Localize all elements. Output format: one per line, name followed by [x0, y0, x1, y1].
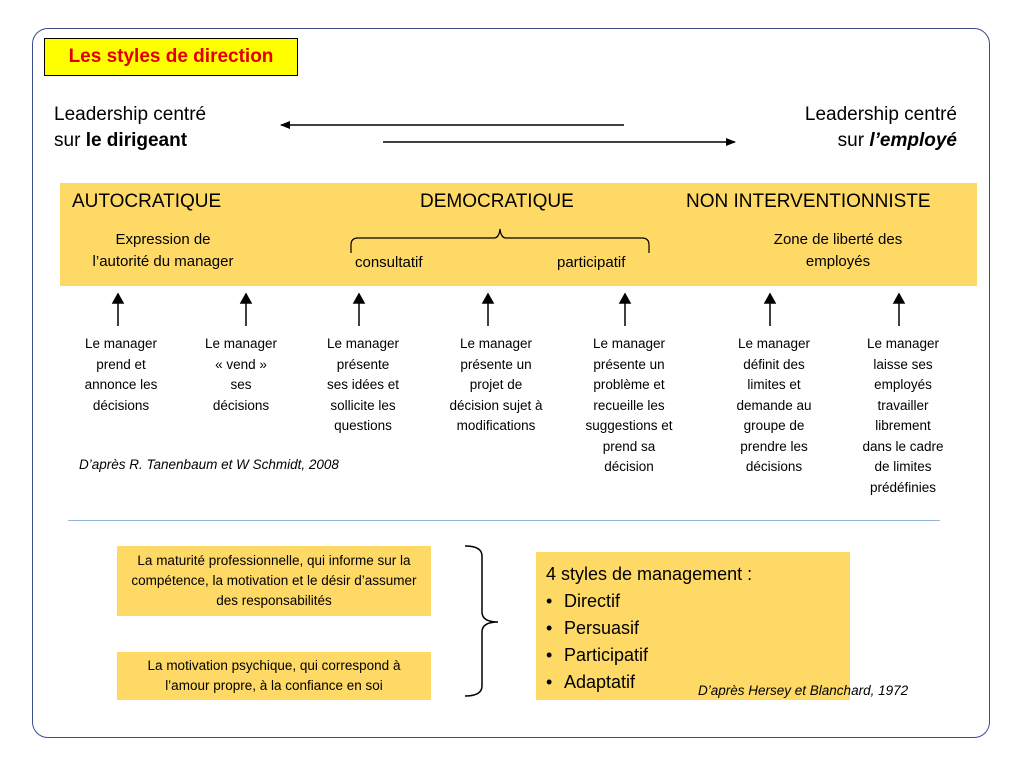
grouping-brace-icon	[465, 546, 498, 696]
nonint-desc-line1: Zone de liberté des	[773, 231, 903, 248]
desc-line: problème et	[593, 377, 665, 392]
desc-line: librement	[875, 418, 931, 433]
desc-line: Le manager	[866, 336, 940, 351]
desc-line: recueille les	[593, 397, 665, 413]
section-divider	[68, 520, 940, 521]
leadership-left-line1: Leadership centré	[54, 104, 207, 125]
desc-line: suggestions et	[585, 418, 673, 433]
desc-col-7	[843, 334, 963, 498]
desc-line: employés	[874, 377, 932, 392]
desc-line: prend sa	[602, 438, 656, 454]
leadership-right-bold: l’employé	[869, 130, 957, 151]
desc-line: sollicite les	[330, 397, 396, 413]
styles-list	[546, 588, 840, 696]
desc-line: présente un	[593, 356, 665, 372]
desc-line: décisions	[92, 397, 150, 413]
desc-line: annonce les	[84, 377, 158, 392]
leadership-right-prefix: sur	[837, 130, 870, 151]
leadership-left-bold: le dirigeant	[85, 130, 188, 151]
desc-line: modifications	[456, 418, 536, 433]
desc-line: décisions	[212, 397, 270, 413]
desc-line: Le manager	[84, 336, 158, 351]
desc-line: présente un	[460, 356, 532, 372]
box-maturite: La maturité professionnelle, qui informe sur la compétence, la motivation et le désir d’assumer des responsabilités	[117, 546, 431, 616]
credit-tanenbaum: D’après R. Tanenbaum et W Schmidt, 2008	[79, 457, 339, 472]
desc-line: prédéfinies	[869, 479, 937, 495]
desc-line: Le manager	[204, 336, 278, 351]
box-motivation: La motivation psychique, qui correspond à l’amour propre, à la confiance en soi	[117, 652, 431, 700]
nonint-desc-line2: employés	[805, 253, 871, 270]
autocratique-desc-line2: l’autorité du manager	[92, 253, 234, 270]
democratic-brace-icon	[351, 229, 649, 253]
desc-line: définit des	[743, 356, 805, 372]
desc-line: groupe de	[743, 418, 805, 433]
desc-line: laisse ses	[873, 356, 933, 372]
desc-line: Le manager	[592, 336, 666, 351]
desc-line: Le manager	[459, 336, 533, 351]
credit-hersey: D’après Hersey et Blanchard, 1972	[698, 683, 909, 698]
desc-line: questions	[334, 418, 392, 433]
desc-col-1	[61, 334, 181, 416]
style-item: • Adaptatif	[546, 669, 840, 696]
desc-col-5	[569, 334, 689, 478]
desc-line: projet de	[469, 377, 523, 392]
desc-line: Le manager	[326, 336, 400, 351]
desc-line: présente	[336, 356, 390, 372]
styles-box	[536, 552, 850, 700]
desc-line: décisions	[745, 459, 803, 474]
leadership-left-prefix: sur	[54, 130, 86, 151]
desc-line: ses	[230, 377, 252, 392]
desc-line: « vend »	[215, 356, 267, 372]
desc-col-2	[181, 334, 301, 416]
desc-line: travailler	[877, 397, 929, 413]
desc-line: prendre les	[740, 438, 808, 454]
desc-line: dans le cadre	[862, 438, 944, 454]
header-non-interventionniste: NON INTERVENTIONNISTE	[686, 191, 931, 212]
desc-col-3	[303, 334, 423, 437]
desc-line: limites et	[747, 377, 801, 392]
label-consultatif: consultatif	[355, 254, 423, 271]
desc-line: demande au	[736, 397, 812, 413]
label-participatif: participatif	[557, 254, 626, 271]
desc-line: ses idées et	[326, 377, 400, 392]
desc-col-6	[714, 334, 834, 478]
desc-col-4	[436, 334, 556, 437]
desc-line: décision	[604, 459, 654, 474]
styles-heading: 4 styles de management :	[546, 564, 753, 584]
header-autocratique: AUTOCRATIQUE	[72, 191, 222, 212]
slide-title: Les styles de direction	[44, 38, 298, 76]
style-item: • Directif	[546, 588, 840, 615]
leadership-right-line1: Leadership centré	[804, 104, 957, 125]
desc-line: Le manager	[737, 336, 811, 351]
desc-line: décision sujet à	[449, 397, 543, 413]
desc-line: prend et	[96, 356, 146, 372]
desc-line: de limites	[874, 459, 932, 474]
up-arrows	[113, 294, 904, 326]
autocratique-desc-line1: Expression de	[115, 231, 211, 248]
style-item: • Persuasif	[546, 615, 840, 642]
style-item: • Participatif	[546, 642, 840, 669]
header-democratique: DEMOCRATIQUE	[420, 191, 574, 212]
